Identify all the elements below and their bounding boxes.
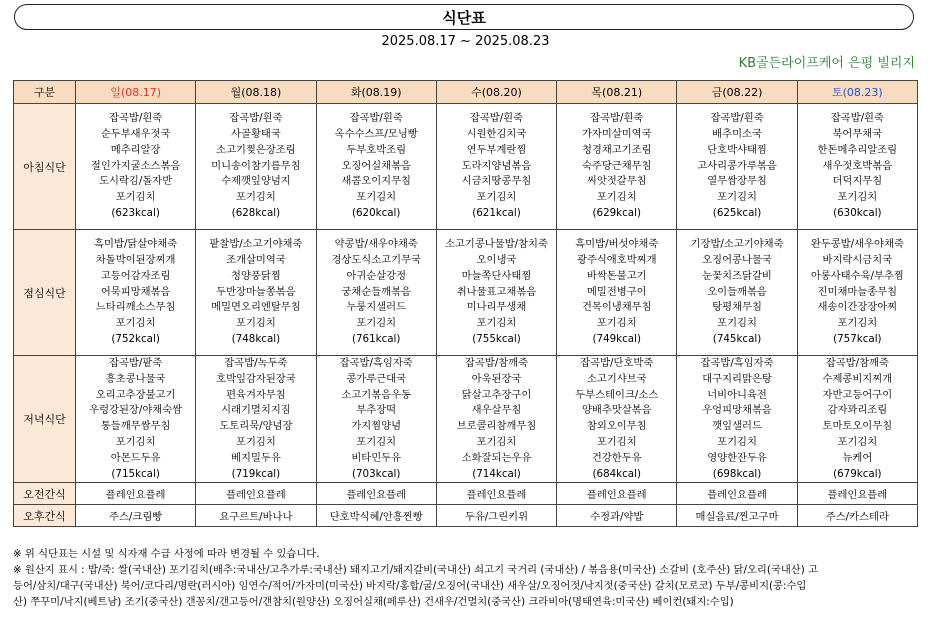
menu-item: (757kcal) [833,332,882,345]
menu-item: 포기김치 [837,191,878,204]
menu-item: 약콩밥/새우야채죽 [334,238,418,251]
menu-item: 잡곡밥/흰죽 [590,112,644,125]
menu-item: (761kcal) [351,332,401,345]
menu-item: 편육겨자무침 [226,388,286,401]
menu-item: 잡곡밥/단호박죽 [580,357,654,369]
menu-item: 두부호박조림 [346,143,407,156]
menu-item: 포기김치 [476,317,517,330]
snack-cell: 단호박식혜/안흥찐빵 [316,505,436,527]
menu-item: 건강한두유 [591,451,642,464]
menu-item: 잡곡밥/흰죽 [109,112,163,125]
menu-item: 흑미밥/버섯야채죽 [575,238,659,251]
menu-item: 아몬드두유 [110,451,161,464]
meal-row [14,230,918,356]
menu-item: 베지밀두유 [231,451,281,464]
menu-item: 완두콩밥/새우야채죽 [810,238,904,251]
menu-item: 잡곡밥/참깨죽 [464,357,529,369]
snack-cell: 플레인요플레 [677,483,797,505]
menu-item: 잡곡밥/흑임자죽 [700,357,774,369]
menu-item: 청경채고기조림 [581,143,652,156]
menu-item: 포기김치 [115,317,156,330]
menu-item: 도라지양념볶음 [461,159,532,172]
menu-item: 씨앗젓갈무침 [586,175,647,188]
facility-name: KB골든라이프케어 은평 빌리지 [738,56,915,71]
menu-item: 깻잎샐러드 [712,420,762,433]
menu-item: 흑미밥/닭살야채죽 [94,238,178,251]
menu-item: 새콤오이지무침 [341,175,412,188]
menu-item: 포기김치 [356,191,397,204]
snack-cell: 주스/크림빵 [76,505,196,527]
menu-item: 도토리묵/양념장 [219,420,293,433]
menu-item: 조개살미역국 [226,254,286,266]
menu-item: 자반고등어구이 [822,388,893,401]
menu-item: 포기김치 [115,435,156,448]
meal-label: 아침식단 [14,104,76,230]
snack-cell: 플레인요플레 [316,483,436,505]
menu-item: 참외오이무침 [586,420,647,433]
snack-cell: 요구르트/바나나 [196,505,316,527]
menu-item: 오리고추장불고기 [95,388,176,401]
menu-item: 오이들깨볶음 [707,285,767,298]
day-header: 일(08.17) [76,81,196,104]
menu-item: 메밀면오리엔탈무침 [211,301,301,314]
menu-item: 비타민두유 [351,451,402,464]
menu-item: (748kcal) [231,332,281,345]
menu-cell [196,356,316,483]
menu-item: 아귀순살강정 [346,269,407,282]
header-label: 구분 [14,81,76,104]
note-line: ※ 위 식단표는 시설 및 식자재 수급 사정에 따라 변경될 수 있습니다. [13,548,320,560]
menu-item: 잡곡밥/참깨죽 [825,357,889,369]
menu-item: 포기김치 [596,435,637,448]
menu-item: 메밀전병구이 [586,285,647,298]
menu-item: 청양풍닭찜 [231,269,281,282]
menu-item: 양배추맛살볶음 [581,404,652,417]
menu-cell [76,104,196,230]
menu-cell [76,230,196,356]
menu-item: 포기김치 [476,435,517,448]
menu-item: 새송이간장장아찌 [817,301,898,314]
meal-row [14,104,918,230]
day-header: 토(08.23) [797,81,917,104]
menu-item: 포기김치 [717,191,757,204]
menu-item: 시래기멸치지짐 [221,404,291,417]
meal-label: 점심식단 [14,230,76,356]
menu-item: 어묵피망채볶음 [100,285,171,298]
menu-item: 잡곡밥/팥죽 [109,357,163,369]
menu-table [13,80,918,527]
menu-item: 소고기콩나물밥/참치죽 [445,238,548,251]
menu-cell [316,356,436,483]
menu-cell [557,230,677,356]
menu-item: 우엉피망채볶음 [702,404,772,417]
menu-cell [557,356,677,483]
menu-item: 메추리알장 [110,143,161,156]
menu-item: 토마토오이무침 [822,420,893,433]
snack-cell: 플레인요플레 [557,483,677,505]
menu-item: (620kcal) [351,206,401,219]
meal-row [14,356,918,483]
menu-item: 마늘쪽단사태찜 [461,269,532,282]
menu-cell [316,230,436,356]
menu-item: 옥수수스프/모닝빵 [334,128,418,140]
menu-cell [797,356,917,483]
menu-item: 포기김치 [356,317,397,330]
menu-item: 광주식애호박찌개 [576,254,657,266]
menu-item: 팥찰밥/소고기야채죽 [209,238,303,251]
menu-item: 포기김치 [236,435,276,448]
menu-item: 소화잘되는우유 [461,451,532,464]
menu-item: 진미채마늘종무침 [817,285,898,298]
snack-cell: 매실음료/찐고구마 [677,505,797,527]
menu-item: 수제깻잎양념지 [221,175,291,188]
menu-cell [196,230,316,356]
menu-item: 취나물표고채볶음 [456,285,537,298]
menu-item: 소고기샤브국 [586,372,647,385]
menu-item: 포기김치 [837,435,878,448]
menu-item: 오징어콩나물국 [702,254,772,266]
menu-item: (714kcal) [472,467,521,480]
menu-cell [76,356,196,483]
menu-item: 포기김치 [596,317,637,330]
menu-item: 잡곡밥/흰죽 [830,112,884,125]
menu-cell [797,104,917,230]
menu-item: 가지찜양념 [351,420,402,433]
menu-item: 닭살고추장구이 [461,388,532,401]
menu-item: 미나리무생채 [466,301,527,314]
menu-item: (625kcal) [712,206,762,219]
menu-item: (703kcal) [351,467,401,480]
menu-item: 포기김치 [717,317,757,330]
snack-cell: 수정과/약밥 [557,505,677,527]
notes [13,546,918,610]
menu-item: 소고기찢은장조림 [216,143,296,156]
menu-item: 콩가루근대국 [346,372,407,385]
menu-item: 영양한잔두유 [707,451,767,464]
menu-item: (715kcal) [111,467,160,480]
page-title: 식단표 [442,8,486,27]
menu-item: 호박잎감자된장국 [216,372,296,385]
menu-item: 미니송이참기름무침 [211,159,301,172]
snack-cell: 주스/카스테라 [797,505,917,527]
menu-item: 브로콜리참깨무침 [456,420,537,433]
snack-cell: 플레인요플레 [196,483,316,505]
menu-item: 기장밥/소고기야채죽 [690,238,784,251]
menu-item: 건목이냉채무침 [581,301,652,314]
menu-item: 잡곡밥/흰죽 [229,112,283,125]
menu-item: 잡곡밥/녹두죽 [224,357,288,369]
day-header: 월(08.18) [196,81,316,104]
snack-row [14,483,918,505]
menu-item: 오이냉국 [476,254,517,266]
menu-cell [436,230,556,356]
menu-item: 포기김치 [236,191,276,204]
day-header: 금(08.22) [677,81,797,104]
menu-cell [316,104,436,230]
menu-item: 포기김치 [236,317,276,330]
menu-item: 잡곡밥/흰죽 [710,112,764,125]
day-header: 목(08.21) [557,81,677,104]
menu-item: 탕평채무침 [712,301,762,314]
menu-cell [557,104,677,230]
menu-item: 수제콩비지찌개 [822,372,893,385]
menu-item: 가자미살미역국 [581,128,652,140]
menu-item: 포기김치 [596,191,637,204]
menu-item: 너비아니육전 [707,388,767,401]
menu-item: 포기김치 [837,317,878,330]
menu-item: 두반장마늘쫑볶음 [216,285,296,298]
menu-cell [677,356,797,483]
menu-item: 두부스테이크/소스 [575,388,659,401]
menu-cell [677,230,797,356]
menu-item: 포기김치 [115,191,156,204]
menu-item: 순두부새우젓국 [100,128,171,140]
menu-item: 잡곡밥/흑임자죽 [339,357,413,369]
menu-cell [436,356,556,483]
meal-label: 저녁식단 [14,356,76,483]
menu-cell [196,104,316,230]
header-row [14,81,918,104]
note-line: 등어/삼치/대구(국내산) 북어/코다리/명란(러시아) 임연수/적어/가자미(미국산) 바지락/홍합/굴/오징어(국내산) 새우살/오징어젓/낙지젓(중국산) 갈치(모로코) 두부/콩비지(콩:수입 [13,580,807,592]
menu-item: (630kcal) [833,206,882,219]
menu-item: 바지락시금치국 [822,254,893,266]
note-line: ※ 원산지 표시 : 밥/죽: 쌀(국내산) 포기김치(배추:국내산/고추가루:국내산) 돼지고기/돼지갈비(국내산) 쇠고기 국거리 (국내산) / 볶음용(미국산) 소갈비 (호주산) 닭/오리(국내산) 고 [13,564,818,576]
menu-item: 단호박샤태찜 [707,143,767,156]
menu-item: 차돌박이된장찌개 [95,254,176,266]
menu-item: (719kcal) [231,467,281,480]
menu-item: 북어무채국 [832,128,883,140]
menu-item: 연두부계란찜 [466,143,527,156]
date-range: 2025.08.17 ~ 2025.08.23 [381,34,550,49]
menu-item: (749kcal) [592,332,641,345]
menu-item: 잡곡밥/흰죽 [349,112,403,125]
menu-item: 숙주당근채무침 [581,159,652,172]
menu-item: 아롱사태수육/부추찜 [810,269,904,282]
menu-item: 사골황태국 [231,128,281,140]
menu-cell [797,230,917,356]
menu-item: 잡곡밥/흰죽 [469,112,524,125]
menu-item: 고사리콩가루볶음 [697,159,777,172]
snack-label: 오후간식 [14,505,76,527]
menu-item: (755kcal) [472,332,521,345]
menu-item: 바싹돈불고기 [586,269,647,282]
menu-item: 고등어감자조림 [100,269,171,282]
snack-cell: 플레인요플레 [76,483,196,505]
menu-item: 부추장떡 [356,404,397,417]
menu-item: 소고기볶음우동 [341,388,412,401]
snack-cell: 플레인요플레 [797,483,917,505]
menu-item: 우렁강된장/야채숙쌈 [89,404,183,417]
menu-item: 뉴케어 [842,451,873,464]
menu-cell [436,104,556,230]
menu-item: (621kcal) [472,206,521,219]
snack-cell: 플레인요플레 [436,483,556,505]
menu-item: 감자꽈리조림 [827,404,888,417]
menu-item: (752kcal) [111,332,160,345]
menu-item: 오징어실채볶음 [341,159,412,172]
menu-item: 포기김치 [356,435,397,448]
menu-item: 궁채순들깨볶음 [341,285,412,298]
menu-item: 한돈메추리알조림 [817,143,898,156]
day-header: 수(08.20) [436,81,556,104]
snack-row [14,505,918,527]
menu-item: 시금치땅콩무침 [461,175,532,188]
note-line: 산) 쭈꾸미/낙지(베트남) 조기(중국산) 갠꽁치/갠고등어/갠참치(원양산) 오징어실채(페루산) 건새우/건멸치(중국산) 크라비아(명태연육:미국산) 베이컨(돼지:수입) [13,596,734,608]
menu-item: 열무쌈장무침 [707,175,767,188]
menu-item: 도시락김/돌자반 [99,175,173,188]
menu-item: 대구지리맑은탕 [702,372,772,385]
menu-item: (684kcal) [592,467,641,480]
menu-item: (629kcal) [592,206,641,219]
menu-item: 배추미소국 [712,128,762,140]
menu-item: 포기김치 [476,191,517,204]
menu-item: 경상도식소고기무국 [331,254,421,266]
menu-item: 시원한김치국 [466,128,527,140]
menu-item: (623kcal) [111,206,160,219]
menu-item: (679kcal) [833,467,882,480]
menu-item: 통들깨무쌈무침 [100,420,171,433]
menu-item: 느타리깨소스무침 [95,301,176,314]
menu-item: 새우젓호박볶음 [822,159,893,172]
title-banner [14,4,914,30]
menu-item: 아욱된장국 [471,372,522,385]
menu-item: 흥초콩나물국 [105,372,166,385]
menu-item: (628kcal) [231,206,281,219]
menu-item: 절인가지굴소스볶음 [90,159,181,172]
menu-item: 누룽지샐러드 [346,301,407,314]
day-header: 화(08.19) [316,81,436,104]
menu-item: 새우살무침 [471,404,522,417]
menu-item: (698kcal) [712,467,762,480]
menu-cell [677,104,797,230]
menu-item: 눈꽃치즈닭갈비 [702,269,772,282]
menu-item: 더덕지무침 [832,175,883,188]
menu-item: (745kcal) [712,332,762,345]
snack-cell: 두유/그린키위 [436,505,556,527]
menu-item: 포기김치 [717,435,757,448]
snack-label: 오전간식 [14,483,76,505]
